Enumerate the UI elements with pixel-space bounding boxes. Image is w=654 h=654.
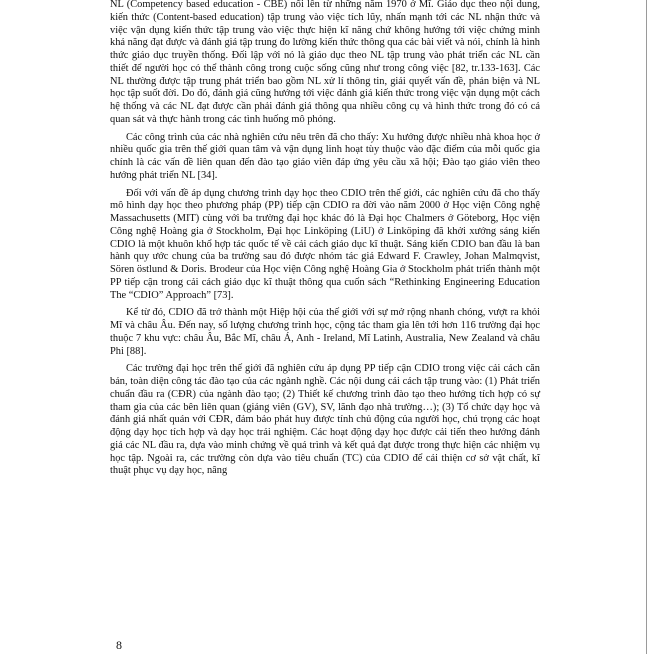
page-edge-divider [646,0,647,654]
paragraph: Kể từ đó, CDIO đã trở thành một Hiệp hội của thế giới với sự mở rộng nhanh chóng, vượt ra khỏi Mĩ và châu Âu. Đến nay, số lượng chương trình học, cộng tác tham gia lên tới hơn 116 trường đại học thuộc 7 khu vực: châu Âu, Bắc Mĩ, châu Á, Anh - Ireland, Mĩ Latinh, Australia, New Zealand và châu Phi [88]. [110,307,540,357]
paragraph: Các công trình của các nhà nghiên cứu nêu trên đã cho thấy: Xu hướng được nhiều nhà khoa học ở nhiều quốc gia trên thế giới quan tâm và vận dụng linh hoạt tùy thuộc vào đặc điểm của mỗi quốc gia chính là các vấn đề liên quan đến đào tạo giáo viên đáp ứng yêu cầu xã hội; Đào tạo giáo viên theo hướng phát triển NL [34]. [110,131,540,181]
paragraph: Đối với vấn đề áp dụng chương trình dạy học theo CDIO trên thế giới, các nghiên cứu đã cho thấy mô hình dạy học theo phương pháp (PP) tiếp cận CDIO ra đời vào năm 2000 ở Học viện Công nghệ Massachusetts (MIT) cùng với ba trường đại học khác đó là Đại học Chalmers ở Göteborg, Học viện Công nghệ Hoàng gia ở Stockholm, Đại học Linköping (LiU) ở Linköping đã khởi xướng sáng kiến CDIO là một khuôn khổ hợp tác quốc tế về cải cách giáo dục kĩ thuật. Sáng kiến CDIO ban đầu là ban hành quy ước chung của ba trường sau đó được nhóm tác giả Edward F. Crawley, Johan Malmqvist, Sören östlund & Doris. Brodeur của Học viện Công nghệ Hoàng Gia ở Stockholm phát triển thành một PP tiếp cận trong cải cách giáo dục kĩ thuật thông qua cuốn sách “Rethinking Engineering Education The “CDIO” Approach” [73]. [110,187,540,301]
paragraph: Các trường đại học trên thế giới đã nghiên cứu áp dụng PP tiếp cận CDIO trong việc cải cách căn bản, toàn diện công tác đào tạo của các ngành nghề. Các nội dung cải cách tập trung vào: (1) Phát triển chuẩn đầu ra (CĐR) của ngành đào tạo; (2) Thiết kế chương trình đào tạo theo hướng tích hợp có sự tham gia của các bên liên quan (giảng viên (GV), SV, lãnh đạo nhà trường…); (3) Tổ chức dạy học và đánh giá nhất quán với CĐR, đảm bảo phát huy được tính chủ động của người học, chú trọng các hoạt động dạy học tích hợp và dạy học trải nghiệm. Các hoạt động dạy học được cải tiến theo hướng đánh giá các NL đầu ra, dựa vào minh chứng về quá trình và kết quả đạt được trong thực hiện các nhiệm vụ học tập. Ngoài ra, các trường còn dựa vào tiêu chuẩn (TC) của CDIO để cải thiện cơ sở vật chất, kĩ thuật phục vụ dạy học, nâng [110,363,540,477]
page-number: 8 [116,638,122,652]
paragraph-continued: NL (Competency based education - CBE) nổi lên từ những năm 1970 ở Mĩ. Giáo dục theo nội dung, kiến thức (Content-based education) tập trung vào việc tích lũy, nhấn mạnh tới các NL nhận thức và việc vận dụng kiến thức tập trung vào việc thực hiện kĩ năng chứ không hướng tới việc chứng minh khả năng đạt được và đánh giá tập trung đo lường kiến thức thông qua các bài viết và nói, chính là hình thức giáo dục truyền thống. Đối lập với nó là giáo dục theo NL tập trung vào phát triển các NL cần thiết để người học có thể thành công trong cuộc sống cũng như trong công việc [82, tr.133-163]. Các NL thường được tập trung phát triển bao gồm NL xử lí thông tin, giải quyết vấn đề, phản biện và NL học tập suốt đời. Do đó, đánh giá cũng hướng tới việc đánh giá kiến thức trong việc vận dụng một cách hệ thống và các NL đạt được cần phải đánh giá thông qua nhiều công cụ và hình thức trong đó có cả quan sát và thực hành trong các tình huống mô phỏng. [110,0,540,125]
document-body [110,0,540,483]
